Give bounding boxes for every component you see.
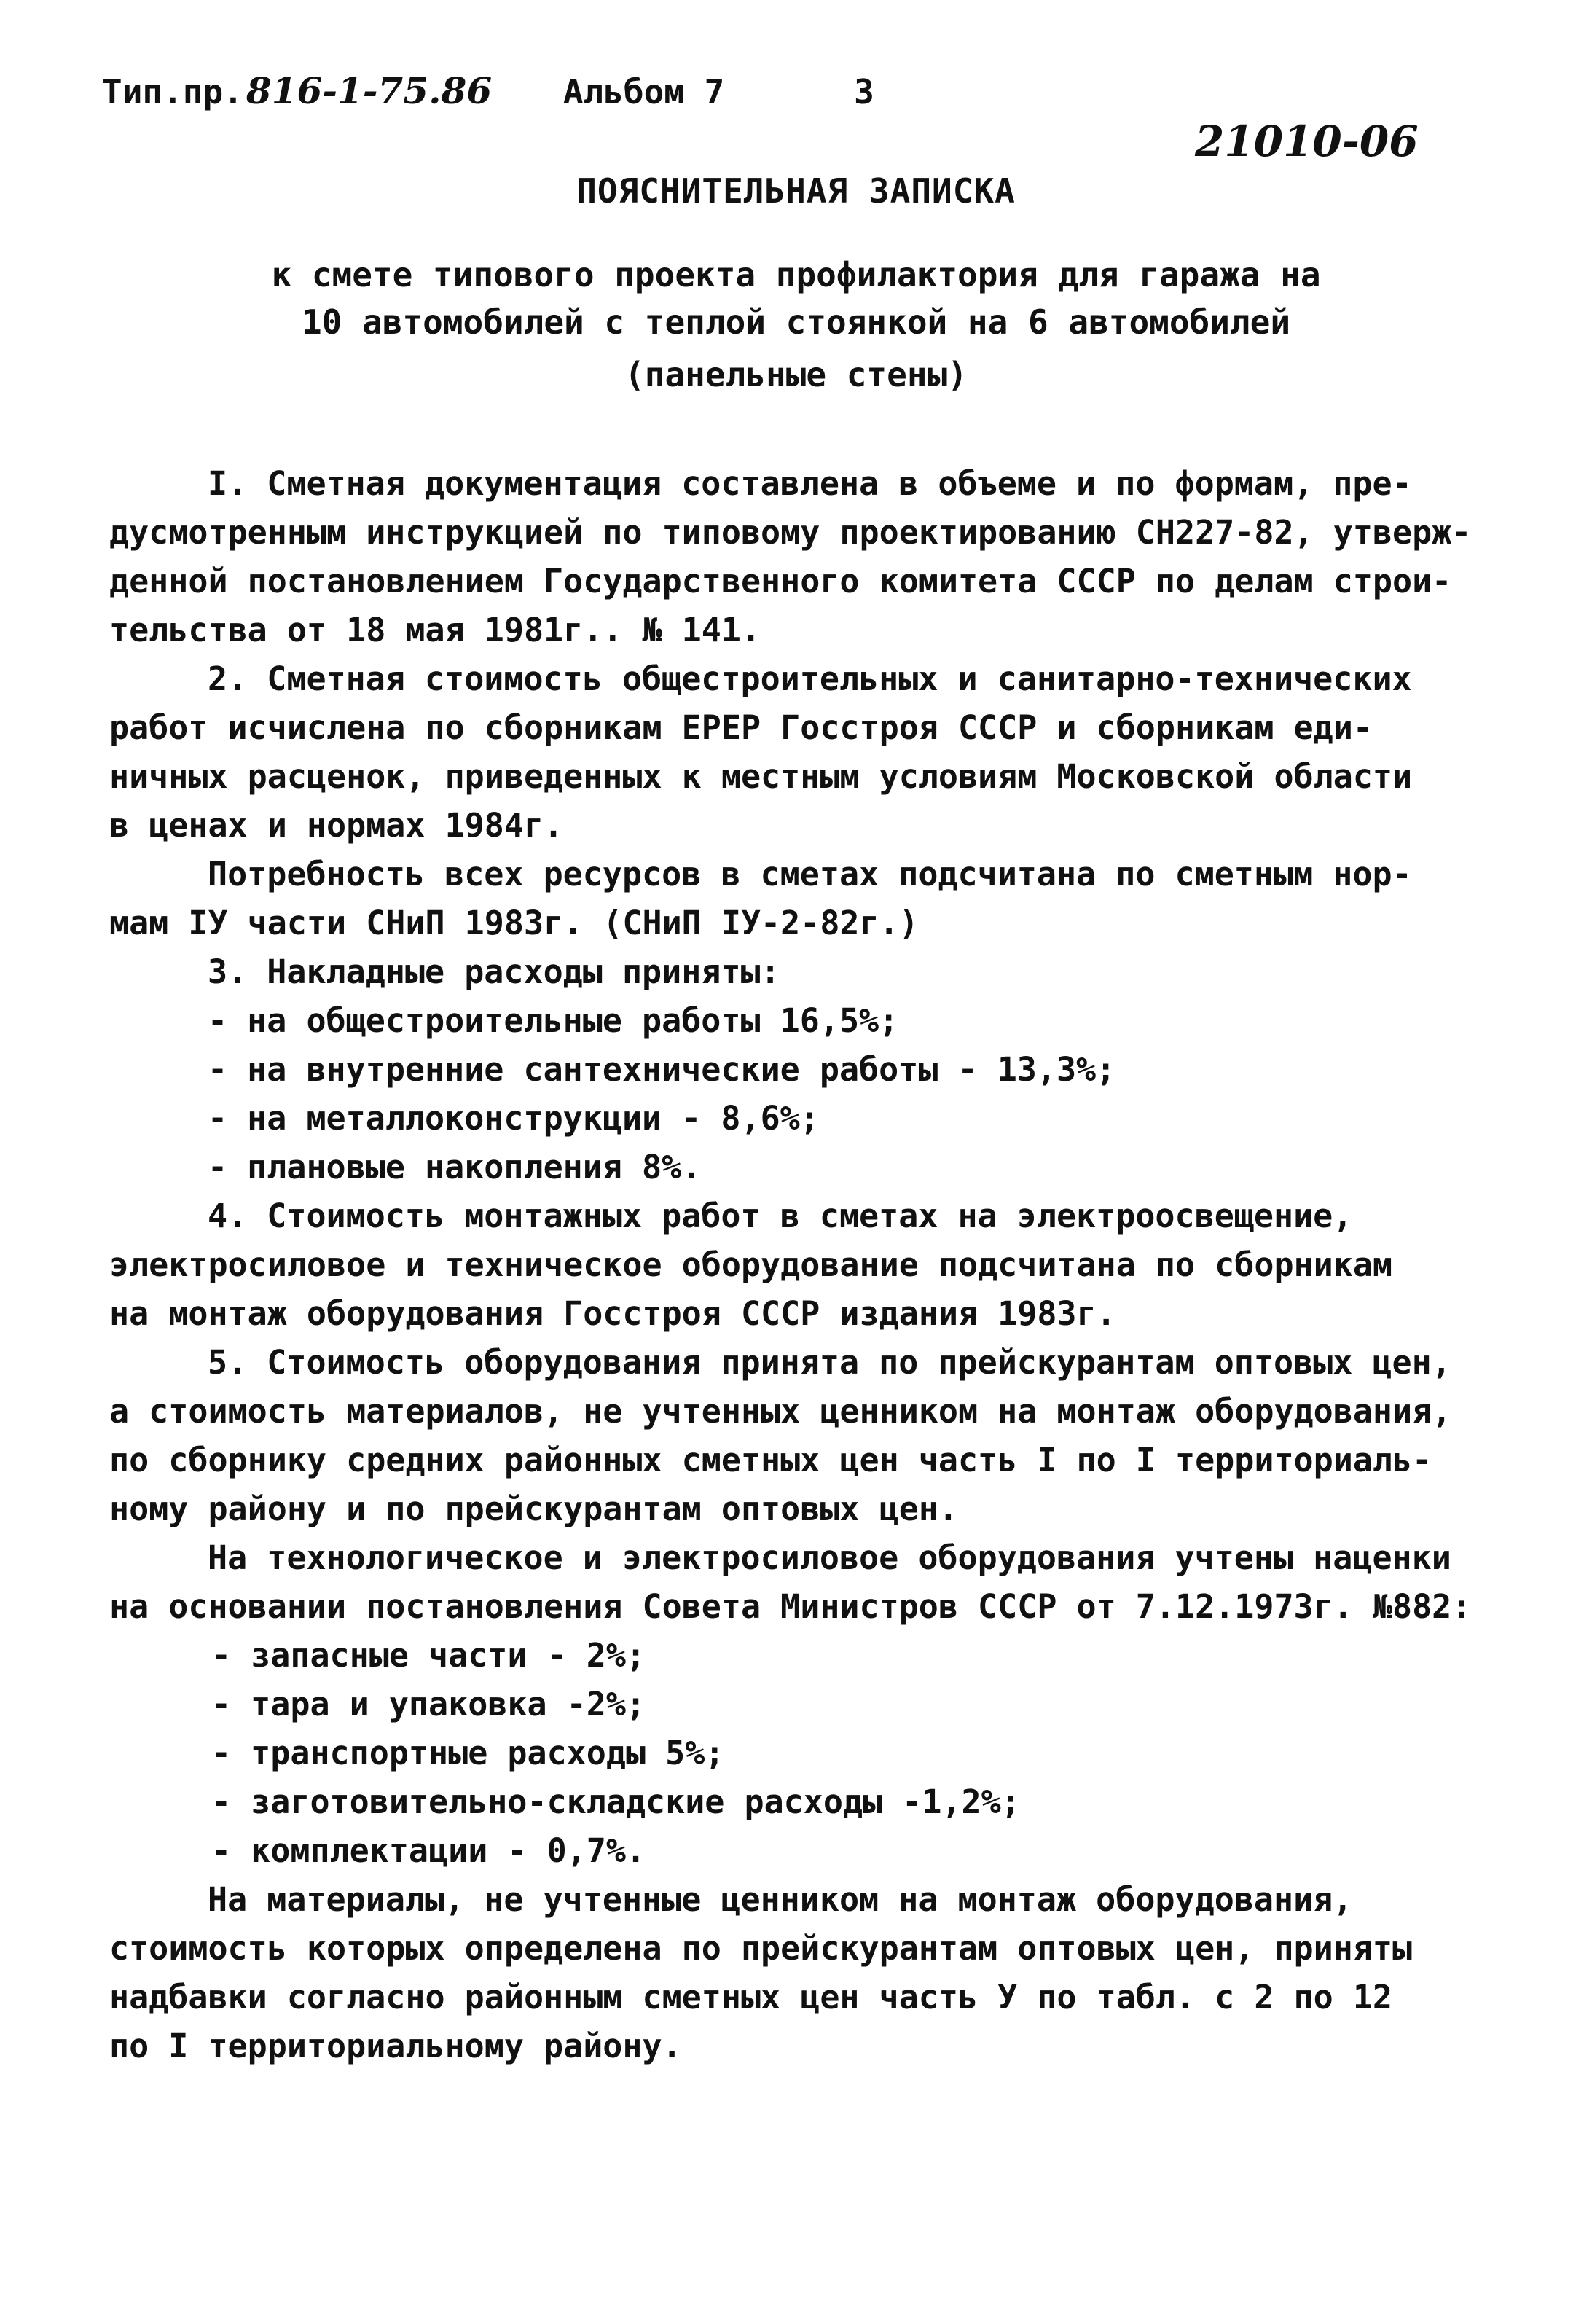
body-line: мам IУ части СНиП 1983г. (СНиП IУ-2-82г.) — [109, 904, 919, 942]
document-header — [102, 69, 874, 112]
body-line: - на внутренние сантехнические работы - 13,3%; — [208, 1050, 1116, 1089]
body-line: - заготовительно-складские расходы -1,2%; — [211, 1783, 1021, 1821]
body-line: 5. Стоимость оборудования принята по прейскурантам оптовых цен, — [208, 1343, 1451, 1382]
body-line: - тара и упаковка -2%; — [211, 1685, 646, 1724]
page-number: 3 — [854, 72, 874, 111]
album-label: Альбом 7 — [562, 72, 725, 111]
document-number: 21010-06 — [1195, 117, 1419, 166]
body-line: а стоимость материалов, не учтенных ценником на монтаж оборудования, — [109, 1392, 1452, 1431]
body-line: - запасные части - 2%; — [211, 1636, 646, 1675]
body-line: электросиловое и техническое оборудование подсчитана по сборникам — [109, 1245, 1392, 1284]
body-line: - плановые накопления 8%. — [208, 1148, 702, 1186]
body-line: - на металлоконструкции - 8,6%; — [208, 1099, 820, 1138]
body-line: - на общестроительные работы 16,5%; — [208, 1001, 899, 1040]
body-line: денной постановлением Государственного комитета СССР по делам строи- — [109, 562, 1452, 600]
doc-code: 816-1-75.86 — [246, 69, 493, 112]
body-line: по I территориальному району. — [109, 2027, 682, 2065]
body-line: На материалы, не учтенные ценником на монтаж оборудования, — [208, 1880, 1353, 1919]
body-line: I. Сметная документация составлена в объеме и по формам, пре- — [208, 464, 1412, 503]
body-line: 3. Накладные расходы приняты: — [208, 952, 780, 991]
body-line: - транспортные расходы 5%; — [211, 1734, 725, 1772]
body-line: 4. Стоимость монтажных работ в сметах на электроосвещение, — [208, 1197, 1353, 1235]
body-line: на основании постановления Совета Министров СССР от 7.12.1973г. №882: — [109, 1587, 1472, 1626]
body-line: - комплектации - 0,7%. — [211, 1831, 646, 1870]
subtitle-line: 10 автомобилей с теплой стоянкой на 6 автомобилей — [301, 302, 1291, 342]
doc-prefix: Тип.пр. — [102, 72, 243, 111]
body-line: ничных расценок, приведенных к местным условиям Московской области — [109, 757, 1413, 796]
body-line: На технологическое и электросиловое оборудования учтены наценки — [208, 1538, 1451, 1577]
body-line: в ценах и нормах 1984г. — [109, 806, 564, 845]
body-line: дусмотренным инструкцией по типовому проектированию СН227-82, утверж- — [109, 513, 1472, 552]
subtitle-line: к смете типового проекта профилактория для гаража на — [271, 255, 1321, 294]
body-text — [109, 459, 1494, 2070]
body-line: надбавки согласно районным сметных цен часть У по табл. с 2 по 12 — [109, 1978, 1392, 2016]
body-line: по сборнику средних районных сметных цен часть I по I территориаль- — [109, 1441, 1432, 1479]
body-line: тельства от 18 мая 1981г.. № 141. — [109, 611, 761, 649]
page-title: ПОЯСНИТЕЛЬНАЯ ЗАПИСКА — [576, 171, 1016, 211]
body-line: ному району и по прейскурантам оптовых цен. — [109, 1490, 958, 1528]
body-line: 2. Сметная стоимость общестроительных и санитарно-технических — [208, 660, 1412, 698]
body-line: стоимость которых определена по прейскурантам оптовых цен, приняты — [109, 1929, 1413, 1968]
body-line: Потребность всех ресурсов в сметах подсчитана по сметным нор- — [208, 855, 1412, 893]
subtitle-line: (панельные стены) — [624, 355, 968, 394]
body-line: работ исчислена по сборникам ЕРЕР Госстроя СССР и сборникам еди- — [109, 708, 1373, 747]
body-line: на монтаж оборудования Госстроя СССР издания 1983г. — [109, 1294, 1116, 1333]
